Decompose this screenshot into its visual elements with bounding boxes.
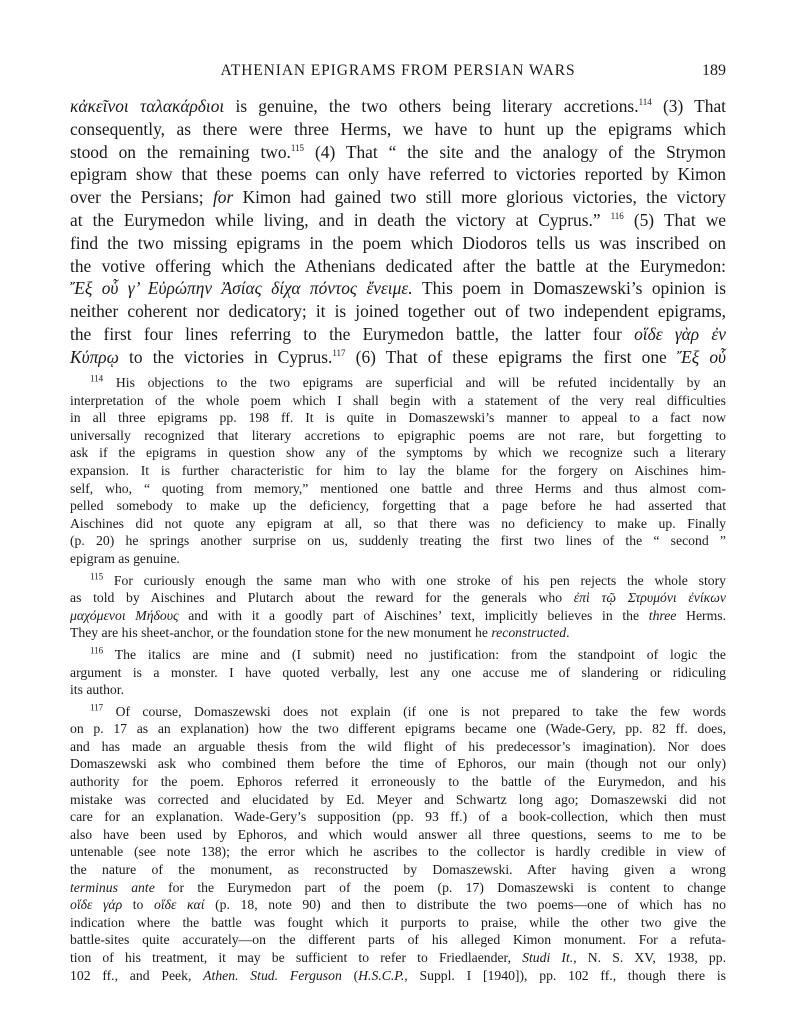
footnote-117 <box>70 703 726 985</box>
footnote-line: terminus ante for the Eurymedon part of the poem (p. 17) Domaszewski is content to change <box>70 879 726 895</box>
main-line: epigram show that these poems can only have referred to victories reported by Kimon <box>70 164 726 185</box>
footnote-line: (p. 20) he springs another surprise on us, suddenly treating the first two lines of the “ second ” <box>70 533 726 549</box>
footnote-line: $^{117}$ Of course, Domaszewski does not explain (if one is not prepared to take the few words <box>90 702 727 719</box>
footnote-line: οἵδε γάρ to οἵδε καί (p. 18, note 90) and then to distribute the two poems—one of which has no <box>70 897 726 913</box>
footnote-114 <box>70 374 726 568</box>
main-line: find the two missing epigrams in the poem which Diodoros tells us was inscribed on <box>70 232 726 253</box>
footnote-number: 115 <box>90 570 104 581</box>
main-text <box>70 95 726 369</box>
footnote-ref: 117 <box>332 347 346 358</box>
page-number: 189 <box>702 62 726 79</box>
footnote-line: its author. <box>70 682 124 698</box>
footnote-line: μαχόμενοι Μήδους and with it a goodly part of Aischines’ text, implicitly believes in the three Herms. <box>70 607 726 623</box>
greek-quote: οἵδε γάρ <box>70 897 123 913</box>
footnote-line: the nature of the monument, as reconstructed by Domaszewski. After having given a wrong <box>70 862 726 878</box>
footnote-line: mistake was corrected and elucidated by Ed. Meyer and Schwartz long ago; Domaszewski did not <box>70 791 726 807</box>
footnote-115 <box>70 572 726 642</box>
footnote-number: 116 <box>90 645 104 656</box>
footnote-line: care for an explanation. Wade-Gery’s supposition (pp. 93 ff.) of a book-collection, which then must <box>70 809 726 825</box>
footnote-line: also have been used by Ephoros, and which would answer all three questions, seems to me to be <box>70 826 726 842</box>
footnote-line: universally recognized that literary accretions to epigraphic poems are not rare, but forgetting to <box>70 427 726 443</box>
greek-quote: ἐπὶ τῷ Στρυμόνι ἐνίκων <box>573 590 726 606</box>
running-head: ATHENIAN EPIGRAMS FROM PERSIAN WARS <box>220 62 576 79</box>
footnote-number: 117 <box>90 702 104 713</box>
greek-quote: Κύπρῳ <box>70 346 119 367</box>
greek-quote: Ἔξ οὗ <box>676 346 727 367</box>
footnote-ref: 116 <box>610 211 624 222</box>
footnote-116 <box>70 646 726 699</box>
footnote-line: Domaszewski ask who combined them before the time of Ephoros, our main (though not our only) <box>70 756 726 772</box>
italic-emphasis: for <box>212 187 234 208</box>
main-line: κἀκεῖνοι ταλακάρδιοι is genuine, the two others being literary accretions.$^{114}$ (3) That <box>70 96 727 116</box>
main-line: at the Eurymedon while living, and in death the victory at Cyprus.” $^{116}$ (5) That we <box>70 209 726 230</box>
main-line: neither coherent nor dedicatory; it is joined together out of two independent epigrams, <box>70 301 726 322</box>
main-line: Κύπρῳ to the victories in Cyprus.$^{117}$ (6) That of these epigrams the first one Ἔξ οὗ <box>70 346 727 367</box>
footnote-ref: 115 <box>290 142 305 153</box>
page-header <box>70 60 726 84</box>
footnotes <box>70 374 726 984</box>
main-line: the first four lines referring to the Eurymedon battle, the latter four οἵδε γὰρ ἐν <box>70 323 726 344</box>
footnote-line: epigram as genuine. <box>70 550 180 566</box>
italic-emphasis: Studi It. <box>522 950 574 965</box>
greek-quote: κἀκεῖνοι ταλακάρδιοι <box>70 96 225 116</box>
main-line: consequently, as there were three Herms, we have to hunt up the epigrams which <box>70 118 726 139</box>
main-line: over the Persians; for Kimon had gained two still more glorious victories, the victory <box>70 187 727 208</box>
greek-quote: Ἔξ οὗ γ’ Εὐρώπην Ἀσίας δίχα πόντος ἔνειμε. <box>70 278 413 299</box>
footnote-line: in all three epigrams pp. 198 ff. It is quite in Domaszewski’s manner to appeal to a fact now <box>70 410 726 426</box>
footnote-line: 102 ff., and Peek, Athen. Stud. Ferguson (H.S.C.P., Suppl. I [1940]), pp. 102 ff., though there is <box>70 967 726 983</box>
footnote-line: authority for the poem. Ephoros referred it erroneously to the battle of the Eurymedon, and his <box>70 774 726 790</box>
italic-emphasis: Athen. Stud. Ferguson <box>203 967 342 983</box>
greek-quote: οἵδε καί <box>153 897 205 913</box>
footnote-line: as told by Aischines and Plutarch about the reward for the generals who ἐπὶ τῷ Στρυμόνι ἐνίκων <box>70 590 726 606</box>
footnote-line: battle-sites quite accurately—on the different parts of his alleged Kimon monument. For a refuta- <box>70 932 726 948</box>
italic-emphasis: three <box>648 607 677 623</box>
footnote-line: interpretation of the whole poem which I shall begin with a statement of the very real difficulties <box>70 392 726 408</box>
footnote-number: 114 <box>90 373 104 384</box>
footnote-line: Aischines did not quote any epigram at all, so that there was no deficiency to make up. Finally <box>70 515 726 531</box>
greek-quote: οἵδε γὰρ ἐν <box>634 323 726 344</box>
footnote-line: ask if the epigrams in question show any of the symptoms by which we recognize such a literary <box>70 445 726 461</box>
footnote-ref: 114 <box>638 97 652 108</box>
footnote-line: untenable (see note 138); the error which he ascribes to the collector is hardly credible in view of <box>70 844 726 860</box>
footnote-line: on p. 17 as an explanation) how the two different epigrams became one (Wade-Gery, pp. 82 ff. does, <box>70 721 726 737</box>
footnote-line: $^{115}$ For curiously enough the same man who with one stroke of his pen rejects the whole story <box>90 570 726 588</box>
italic-emphasis: reconstructed <box>491 625 567 641</box>
footnote-line: $^{116}$ The italics are mine and (I submit) need no justification: from the standpoint of logic the <box>90 645 726 662</box>
greek-quote: μαχόμενοι Μήδους <box>70 607 179 623</box>
main-line: the votive offering which the Athenians dedicated after the battle at the Eurymedon: <box>70 255 726 276</box>
footnote-line: expansion. It is further characteristic for him to lay the blame for the forgery on Aischines him- <box>70 462 726 478</box>
italic-emphasis: H.S.C.P. <box>358 967 405 983</box>
footnote-line: They are his sheet-anchor, or the foundation stone for the new monument he reconstructed. <box>70 625 570 641</box>
footnote-line: argument is a monster. I have quoted verbally, lest any one accuse me of slandering or ridiculing <box>70 664 726 680</box>
footnote-line: pelled somebody to make up the deficiency, forgetting that a page before he had asserted that <box>70 498 726 514</box>
main-line: Ἔξ οὗ γ’ Εὐρώπην Ἀσίας δίχα πόντος ἔνειμε. This poem in Domaszewski’s opinion is <box>70 278 726 299</box>
footnote-line: $^{114}$ His objections to the two epigrams are superficial and will be refuted incidentally by an <box>90 373 727 390</box>
main-line: stood on the remaining two.$^{115}$ (4) That “ the site and the analogy of the Strymon <box>70 141 726 162</box>
footnote-line: and has made an arguable thesis from the wild flight of his predecessor’s imagination). Nor does <box>70 738 726 754</box>
italic-emphasis: terminus ante <box>70 879 155 895</box>
footnote-line: tion of his treatment, it may be sufficient to refer to Friedlaender, Studi It., N. S. XV, 1938, pp. <box>70 950 726 965</box>
footnote-line: self, who, “ quoting from memory,” mentioned one battle and three Herms and thus almost com- <box>70 480 726 496</box>
footnote-line: indication where the battle was fought which it purports to praise, while the other two give the <box>70 914 726 930</box>
